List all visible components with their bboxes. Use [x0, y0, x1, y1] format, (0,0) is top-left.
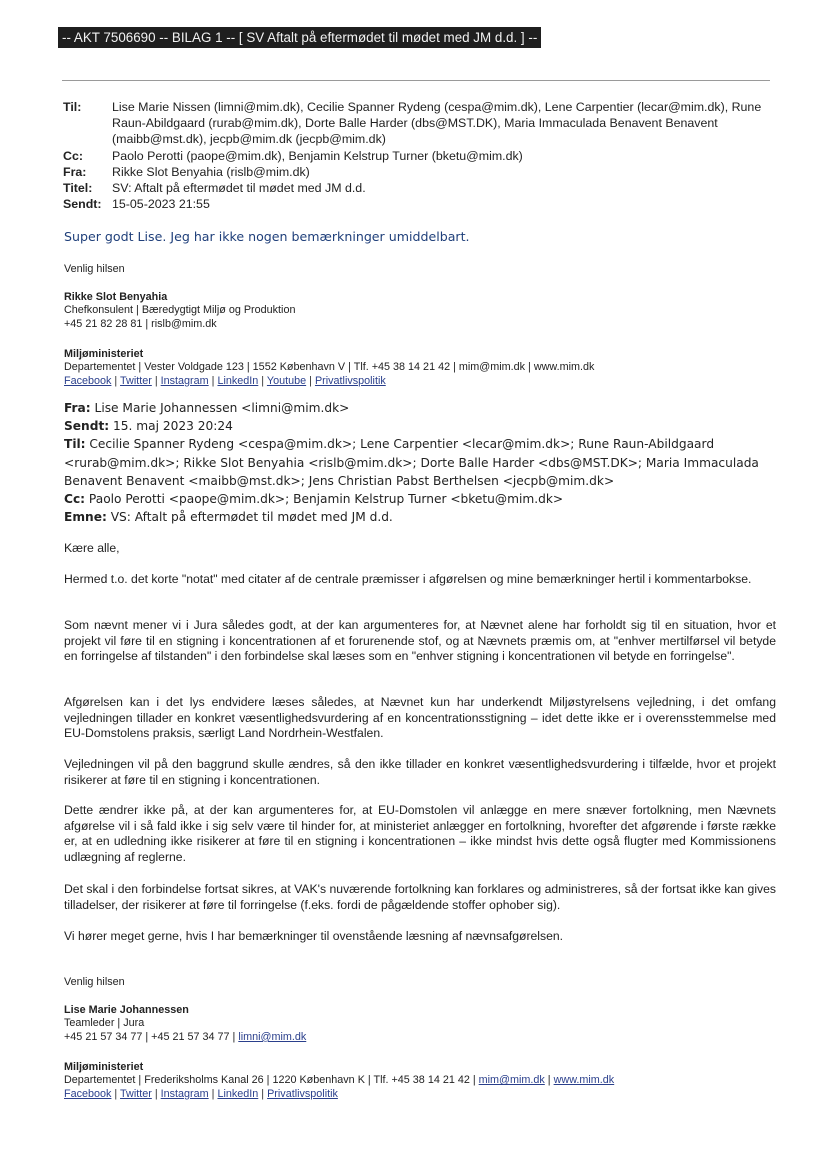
fwd-sent [64, 417, 776, 435]
youtube-link[interactable]: Youtube [266, 374, 307, 387]
facebook-link[interactable]: Facebook [64, 1087, 112, 1100]
signature-title: Chefkonsulent | Bæredygtigt Miljø og Produktion [64, 304, 296, 317]
fwd-sent-label: Sendt: [64, 419, 110, 434]
reply-text: Super godt Lise. Jeg har ikke nogen bemærkninger umiddelbart. [64, 229, 470, 244]
fwd-to-label: Til: [64, 437, 86, 452]
header-value: Rikke Slot Benyahia (rislb@mim.dk) [112, 164, 310, 179]
organization-block [64, 1061, 614, 1101]
social-links: Facebook | Twitter | Instagram | LinkedIn | Youtube | Privatlivspolitik [64, 374, 386, 387]
organization-name: Miljøministeriet [64, 1061, 144, 1073]
facebook-link[interactable]: Facebook [64, 374, 112, 387]
instagram-link[interactable]: Instagram [160, 1087, 209, 1100]
twitter-link[interactable]: Twitter [120, 374, 152, 387]
email-header [63, 99, 775, 212]
signature-title: Teamleder | Jura [64, 1017, 145, 1030]
fwd-from-label: Fra: [64, 401, 91, 415]
header-to-row [63, 99, 775, 148]
salutation: Kære alle, [64, 541, 120, 555]
website-link[interactable]: www.mim.dk [553, 1074, 615, 1087]
address-text: Departementet | Frederiksholms Kanal 26 | 1220 København K | Tlf. +45 38 14 21 42 | [64, 1074, 479, 1087]
signature-greeting: Venlig hilsen [64, 976, 125, 988]
fwd-cc-value: Paolo Perotti <paope@mim.dk>; Benjamin Kelstrup Turner <bketu@mim.dk> [88, 492, 564, 507]
fwd-cc [64, 490, 776, 508]
header-label: Titel: [63, 181, 93, 196]
privacy-policy-link[interactable]: Privatlivspolitik [267, 1087, 338, 1100]
email-link[interactable]: limni@mim.dk [238, 1030, 307, 1043]
header-sent-row [63, 196, 775, 212]
paragraph: Dette ændrer ikke på, at der kan argumenteres for, at EU-Domstolen vil anlægge en mere snæver fortolkning, men Nævnets afgørelse vil i så fald ikke i sig selv være til hinder for, at ministeriet anlægger en fortolkning, hvorefter det afgørende i første række er, at en udledning ikke risikerer at føre til en stigning i koncentrationen – ikke mindst hvis dette også flugter med Kommissionens udlægning af reglerne. [64, 803, 776, 864]
header-title-row [63, 180, 775, 196]
social-links: Facebook | Twitter | Instagram | LinkedIn | Privatlivspolitik [64, 1087, 338, 1100]
instagram-link[interactable]: Instagram [160, 374, 209, 387]
fwd-sent-value: 15. maj 2023 20:24 [113, 419, 233, 434]
signature-contact: +45 21 82 28 81 | rislb@mim.dk [64, 317, 217, 330]
signature-block [64, 291, 295, 331]
paragraph: Vi hører meget gerne, hvis I har bemærkninger til ovenstående læsning af nævnsafgørelsen. [64, 929, 564, 943]
fwd-to-value: Cecilie Spanner Rydeng <cespa@mim.dk>; Lene Carpentier <lecar@mim.dk>; Rune Raun-Abildgaard <rurab@mim.dk>; Rikke Slot Benyahia <rislb@mim.dk>; Dorte Balle Harder <dbs@MST.DK>; Maria Immaculada Benavent Benavent <maibb@mst.dk>; Jens Christian Pabst Berthelsen <jecpb@mim.dk> [64, 437, 759, 488]
signature-name: Rikke Slot Benyahia [64, 291, 168, 303]
linkedin-link[interactable]: LinkedIn [217, 1087, 259, 1100]
forwarded-header [64, 399, 776, 526]
signature-block [64, 1004, 306, 1044]
fwd-to [64, 435, 776, 490]
privacy-policy-link[interactable]: Privatlivspolitik [314, 374, 386, 387]
fwd-subject [64, 508, 776, 526]
paragraph: Afgørelsen kan i det lys endvidere læses således, at Nævnet kun har underkendt Miljøstyrelsens vejledning, i det omfang vejledningen tillader en konkret væsentlighedsvurdering af en koncentrationsstigning – idet dette ikke er i overensstemmelse med EU-Domstolens praksis, særligt Land Nordrhein-Westfalen. [64, 695, 776, 741]
linkedin-link[interactable]: LinkedIn [217, 374, 259, 387]
header-value: Paolo Perotti (paope@mim.dk), Benjamin Kelstrup Turner (bketu@mim.dk) [112, 148, 523, 163]
signature-greeting: Venlig hilsen [64, 263, 125, 275]
header-label: Til: [63, 100, 82, 114]
paragraph: Det skal i den forbindelse fortsat sikres, at VAK's nuværende fortolkning kan forklares og administreres, så der fortsat ikke kan gives tilladelser, der risikerer at føre til forringelse (f.eks. fordi de pågældende stoffer ophober sig). [64, 882, 776, 912]
paragraph: Hermed t.o. det korte "notat" med citater af de centrale præmisser i afgørelsen og mine bemærkninger hertil i kommentarbokse. [64, 572, 752, 586]
organization-address [64, 1074, 614, 1087]
organization-address: Departementet | Vester Voldgade 123 | 1552 København V | Tlf. +45 38 14 21 42 | mim@mim.dk | www.mim.dk [64, 361, 595, 374]
fwd-from [64, 399, 776, 417]
header-label: Cc: [63, 148, 83, 163]
fwd-from-value: Lise Marie Johannessen <limni@mim.dk> [94, 401, 350, 415]
paragraph: Vejledningen vil på den baggrund skulle ændres, så den ikke tillader en konkret væsentlighedsvurdering i tilfælde, hvor et projekt risikerer at føre til en stigning i koncentrationen. [64, 757, 776, 787]
organization-name: Miljøministeriet [64, 348, 144, 360]
header-from-row [63, 164, 775, 180]
fwd-cc-label: Cc: [64, 492, 86, 507]
contact-phones: +45 21 57 34 77 | +45 21 57 34 77 | [64, 1030, 239, 1043]
header-label: Sendt: [63, 197, 102, 212]
signature-contact [64, 1031, 306, 1044]
header-value: Lise Marie Nissen (limni@mim.dk), Cecilie Spanner Rydeng (cespa@mim.dk), Lene Carpentier (lecar@mim.dk), Rune Raun-Abildgaard (rurab@mim.dk), Dorte Balle Harder (dbs@MST.DK), Maria Immaculada Benavent Benavent (maibb@mst.dk), jecpb@mim.dk (jecpb@mim.dk) [112, 100, 762, 147]
fwd-subject-value: VS: Aftalt på eftermødet til mødet med JM d.d. [110, 510, 393, 525]
fwd-subject-label: Emne: [64, 510, 107, 525]
header-value: SV: Aftalt på eftermødet til mødet med JM d.d. [112, 181, 366, 196]
separator: | [544, 1074, 554, 1087]
signature-name: Lise Marie Johannessen [64, 1004, 189, 1016]
header-value: 15-05-2023 21:55 [112, 197, 210, 212]
divider [62, 80, 770, 81]
organization-block [64, 348, 594, 388]
paragraph: Som nævnt mener vi i Jura således godt, at der kan argumenteres for, at Nævnet alene har forholdt sig til en situation, hvor et projekt vil føre til en stigning i koncentrationen af et forurenende stof, og at Nævnets præmis om, at "enhver mertilførsel vil betyde en forringelse af tilstanden" i den forbindelse skal læses som en "enhver stigning i koncentrationen vil betyde en forringelse". [64, 618, 776, 664]
document-stamp-banner: -- AKT 7506690 -- BILAG 1 -- [ SV Aftalt på eftermødet til mødet med JM d.d. ] -- [58, 27, 541, 48]
header-cc-row [63, 148, 775, 164]
email-link[interactable]: mim@mim.dk [478, 1074, 545, 1087]
twitter-link[interactable]: Twitter [120, 1087, 152, 1100]
header-label: Fra: [63, 164, 87, 179]
